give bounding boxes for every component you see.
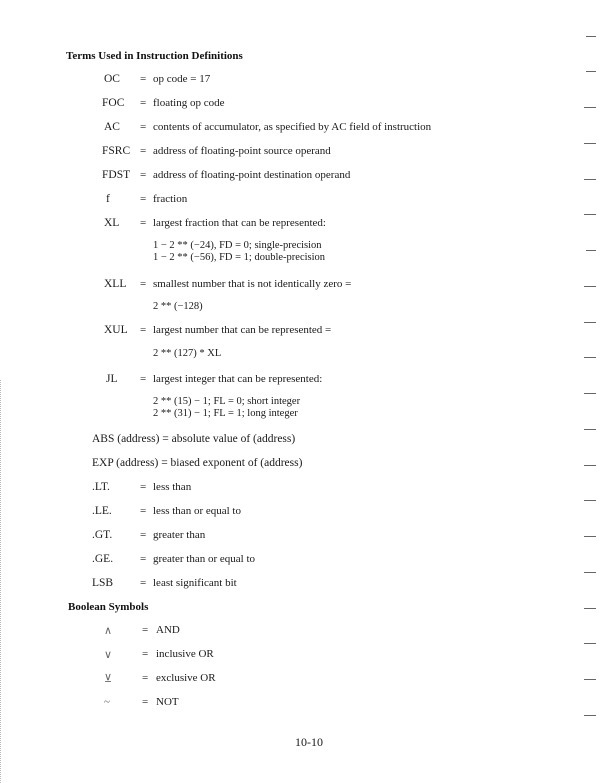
equals-sign: = (142, 648, 149, 660)
terms-heading: Terms Used in Instruction Definitions (66, 50, 243, 62)
edge-mark (586, 250, 596, 251)
edge-mark (584, 608, 596, 609)
def-lt: less than (153, 481, 192, 493)
term-ge: .GE. (92, 553, 114, 565)
equals-sign: = (142, 672, 149, 684)
def-ac: contents of accumulator, as specified by AC field of instruction (153, 121, 432, 133)
xl-double-precision: 1 − 2 ** (−56), FD = 1; double-precision (153, 252, 326, 263)
def-and: AND (156, 624, 180, 636)
page-number: 10-10 (295, 735, 323, 749)
term-oc: OC (104, 73, 120, 85)
xll-value: 2 ** (−128) (153, 301, 203, 312)
edge-mark (586, 36, 596, 37)
left-edge-mark (0, 380, 1, 783)
def-fdst: address of floating-point destination operand (153, 169, 351, 181)
term-foc: FOC (102, 97, 125, 109)
def-xll: smallest number that is not identically zero = (153, 278, 352, 290)
equals-sign: = (140, 529, 147, 541)
def-f: fraction (153, 193, 188, 205)
xul-value: 2 ** (127) * XL (153, 348, 222, 359)
edge-mark (586, 71, 596, 72)
term-ac: AC (104, 121, 120, 133)
edge-mark (584, 643, 596, 644)
edge-mark (584, 357, 596, 358)
equals-sign: = (140, 121, 147, 133)
edge-mark (584, 465, 596, 466)
equals-sign: = (140, 278, 147, 290)
equals-sign: = (142, 624, 149, 636)
def-lsb: least significant bit (153, 577, 237, 589)
jl-long-integer: 2 ** (31) − 1; FL = 1; long integer (153, 408, 298, 419)
def-not: NOT (156, 696, 179, 708)
def-gt: greater than (153, 529, 206, 541)
equals-sign: = (140, 481, 147, 493)
equals-sign: = (140, 97, 147, 109)
edge-mark (584, 572, 596, 573)
exp-definition: EXP (address) = biased exponent of (address) (92, 457, 303, 469)
edge-mark (584, 536, 596, 537)
edge-mark (584, 393, 596, 394)
term-xul: XUL (104, 324, 128, 336)
def-le: less than or equal to (153, 505, 241, 517)
equals-sign: = (140, 217, 147, 229)
term-gt: .GT. (92, 529, 113, 541)
def-oc: op code = 17 (153, 73, 211, 85)
equals-sign: = (140, 553, 147, 565)
def-foc: floating op code (153, 97, 225, 109)
def-ge: greater than or equal to (153, 553, 256, 565)
term-le: .LE. (92, 505, 112, 517)
edge-mark (584, 179, 596, 180)
abs-definition: ABS (address) = absolute value of (address) (92, 433, 296, 445)
term-lsb: LSB (92, 577, 114, 589)
equals-sign: = (142, 696, 149, 708)
def-xul: largest number that can be represented = (153, 324, 332, 336)
boolean-heading: Boolean Symbols (68, 601, 149, 613)
equals-sign: = (140, 193, 147, 205)
def-jl: largest integer that can be represented: (153, 373, 323, 385)
equals-sign: = (140, 324, 147, 336)
term-fsrc: FSRC (102, 145, 131, 157)
equals-sign: = (140, 577, 147, 589)
equals-sign: = (140, 373, 147, 385)
edge-mark (584, 143, 596, 144)
def-fsrc: address of floating-point source operand (153, 145, 331, 157)
edge-mark (584, 500, 596, 501)
and-symbol-icon: ∧ (104, 625, 113, 637)
edge-mark (584, 214, 596, 215)
edge-mark (584, 286, 596, 287)
edge-mark (584, 679, 596, 680)
def-inclusive-or: inclusive OR (156, 648, 214, 660)
xor-symbol-icon: ⊻ (104, 673, 113, 685)
xl-single-precision: 1 − 2 ** (−24), FD = 0; single-precision (153, 240, 322, 251)
edge-mark (584, 715, 596, 716)
term-xll: XLL (104, 278, 127, 290)
edge-mark (584, 429, 596, 430)
equals-sign: = (140, 169, 147, 181)
def-xl: largest fraction that can be represented: (153, 217, 326, 229)
jl-short-integer: 2 ** (15) − 1; FL = 0; short integer (153, 396, 301, 407)
term-fdst: FDST (102, 169, 131, 181)
or-symbol-icon: ∨ (104, 649, 113, 661)
equals-sign: = (140, 73, 147, 85)
term-jl: JL (106, 373, 118, 385)
equals-sign: = (140, 145, 147, 157)
term-f: f (106, 193, 110, 205)
edge-mark (584, 107, 596, 108)
def-exclusive-or: exclusive OR (156, 672, 216, 684)
equals-sign: = (140, 505, 147, 517)
term-xl: XL (104, 217, 120, 229)
term-lt: .LT. (92, 481, 110, 493)
not-symbol-icon: ~ (104, 696, 110, 708)
edge-mark (584, 322, 596, 323)
